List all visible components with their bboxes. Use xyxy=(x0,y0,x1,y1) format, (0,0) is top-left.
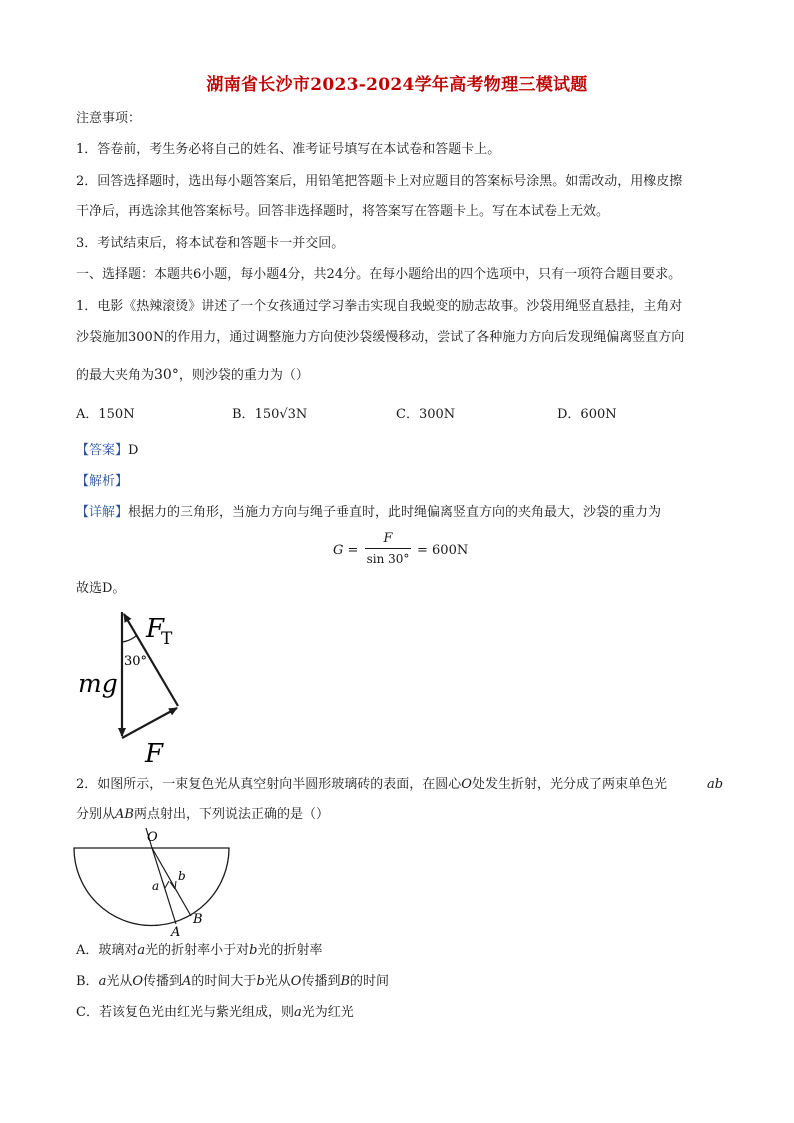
detail-text: 根据力的三角形，当施力方向与绳子垂直时，此时绳偏离竖直方向的夹角最大，沙袋的重力为 xyxy=(128,505,662,520)
q2-line1-post: 处发生折射，光分成了两束单色光 xyxy=(471,777,667,792)
q2-line2-post: 两点射出，下列说法正确的是（） xyxy=(133,807,329,822)
angle-label: 30° xyxy=(124,654,148,669)
q1-option-b xyxy=(232,406,307,424)
q2-optB-a: a xyxy=(98,974,107,989)
ft-label: F xyxy=(146,614,165,644)
ft-subscript: T xyxy=(161,629,173,649)
q2-option-a xyxy=(76,942,323,960)
notice-item-3: 3．考试结束后，将本试卷和答题卡一并交回。 xyxy=(76,236,345,251)
q1-answer xyxy=(76,442,138,460)
question-2-line-1 xyxy=(76,776,667,794)
q2-optA-mid: 光的折射率小于对 xyxy=(145,943,250,958)
section-heading: 一、选择题：本题共6小题，每小题4分，共24分。在每小题给出的四个选项中，只有一项符合题目要求。 xyxy=(76,267,682,282)
q2-optB-b: b xyxy=(256,974,265,989)
q2-optC-pre: C．若该复色光由红光与紫光组成，则 xyxy=(76,1005,294,1020)
angle-arc xyxy=(122,636,136,642)
q2-option-c xyxy=(76,1004,354,1022)
mg-label: mg xyxy=(78,669,118,698)
q2-optB-m2: 传播到 xyxy=(143,974,183,989)
q2-optB-m1: 光从 xyxy=(106,974,133,989)
q2-ab: ab xyxy=(707,777,724,792)
label-a: a xyxy=(152,879,160,893)
q2-optB-pre: B． xyxy=(76,974,99,989)
formula-lhs: G = xyxy=(333,543,359,558)
answer-value: D xyxy=(128,443,139,458)
q1-detail xyxy=(76,504,661,522)
question-1-line-1: 1．电影《热辣滚烫》讲述了一个女孩通过学习拳击实现自我蜕变的励志故事。沙袋用绳竖直悬挂，主角对 xyxy=(76,299,683,314)
q2-optA-a: a xyxy=(137,943,146,958)
formula-fraction xyxy=(363,530,413,569)
q2-optA-post: 光的折射率 xyxy=(257,943,323,958)
q2-optB-post: 的时间 xyxy=(350,974,390,989)
q1-line3-pre: 的最大夹角为 xyxy=(76,368,155,383)
q2-optB-m5: 传播到 xyxy=(301,974,341,989)
analysis-tag: 【解析】 xyxy=(76,474,129,489)
q2-optA-b: b xyxy=(249,943,258,958)
q2-optB-B: B xyxy=(340,974,351,989)
q2-optB-o1: O xyxy=(132,974,144,989)
q2-optB-o2: O xyxy=(290,974,302,989)
label-o: O xyxy=(147,830,158,845)
f-vector xyxy=(122,708,177,738)
label-b: b xyxy=(178,869,186,883)
q2-optB-A: A xyxy=(182,974,192,989)
q2-line2-pre: 分别从 xyxy=(76,807,116,822)
notice-item-2b: 干净后，再选涂其他答案标号。回答非选择题时，将答案写在答题卡上。写在本试卷上无效。 xyxy=(76,204,610,219)
q2-option-b xyxy=(76,973,389,991)
notice-item-1: 1．答卷前，考生务必将自己的姓名、准考证号填写在本试卷和答题卡上。 xyxy=(76,142,501,157)
formula-denominator: sin 30° xyxy=(366,552,410,566)
detail-tag: 【详解】 xyxy=(76,505,129,520)
label-B: B xyxy=(193,912,203,927)
q2-optB-m3: 的时间大于 xyxy=(191,974,257,989)
q1-conclusion: 故选D。 xyxy=(76,581,126,596)
f-label: F xyxy=(145,739,164,769)
q2-optC-a: a xyxy=(293,1005,302,1020)
label-A: A xyxy=(171,925,181,936)
question-1-line-2: 沙袋施加300N的作用力，通过调整施力方向使沙袋缓慢移动，尝试了各种施力方向后发现绳偏离竖直方向 xyxy=(76,330,685,345)
answer-tag: 【答案】 xyxy=(76,443,129,458)
semicircle-glass-figure xyxy=(70,826,240,936)
q2-optB-m4: 光从 xyxy=(264,974,291,989)
q1-option-c: C．300N xyxy=(396,407,456,422)
q2-optA-pre: A．玻璃对 xyxy=(76,943,138,958)
gravity-formula xyxy=(333,530,483,574)
q1-option-a: A．150N xyxy=(76,407,135,422)
q2-o: O xyxy=(461,777,472,792)
question-1-line-3 xyxy=(76,366,309,385)
q1-option-b-value: 150√3N xyxy=(254,407,308,422)
question-2-line-2 xyxy=(76,806,329,824)
q1-line3-post: ，则沙袋的重力为（） xyxy=(178,368,309,383)
q1-option-d: D．600N xyxy=(557,407,617,422)
q1-angle: 30° xyxy=(154,367,179,383)
q2-optC-post: 光为红光 xyxy=(301,1005,354,1020)
notice-heading: 注意事项： xyxy=(76,111,142,126)
q2-line1-pre: 2．如图所示，一束复色光从真空射向半圆形玻璃砖的表面，在圆心 xyxy=(76,777,462,792)
force-triangle-figure xyxy=(70,602,210,772)
formula-numerator: F xyxy=(383,531,393,546)
formula-rhs: = 600N xyxy=(417,543,469,558)
q1-option-b-label: B． xyxy=(232,407,255,422)
notice-item-2a: 2．回答选择题时，选出每小题答案后，用铅笔把答题卡上对应题目的答案标号涂黑。如需改动，用橡皮擦 xyxy=(76,174,683,189)
page-title: 湖南省长沙市2023-2024学年高考物理三模试题 xyxy=(206,75,588,95)
q2-AB: AB xyxy=(115,807,134,822)
